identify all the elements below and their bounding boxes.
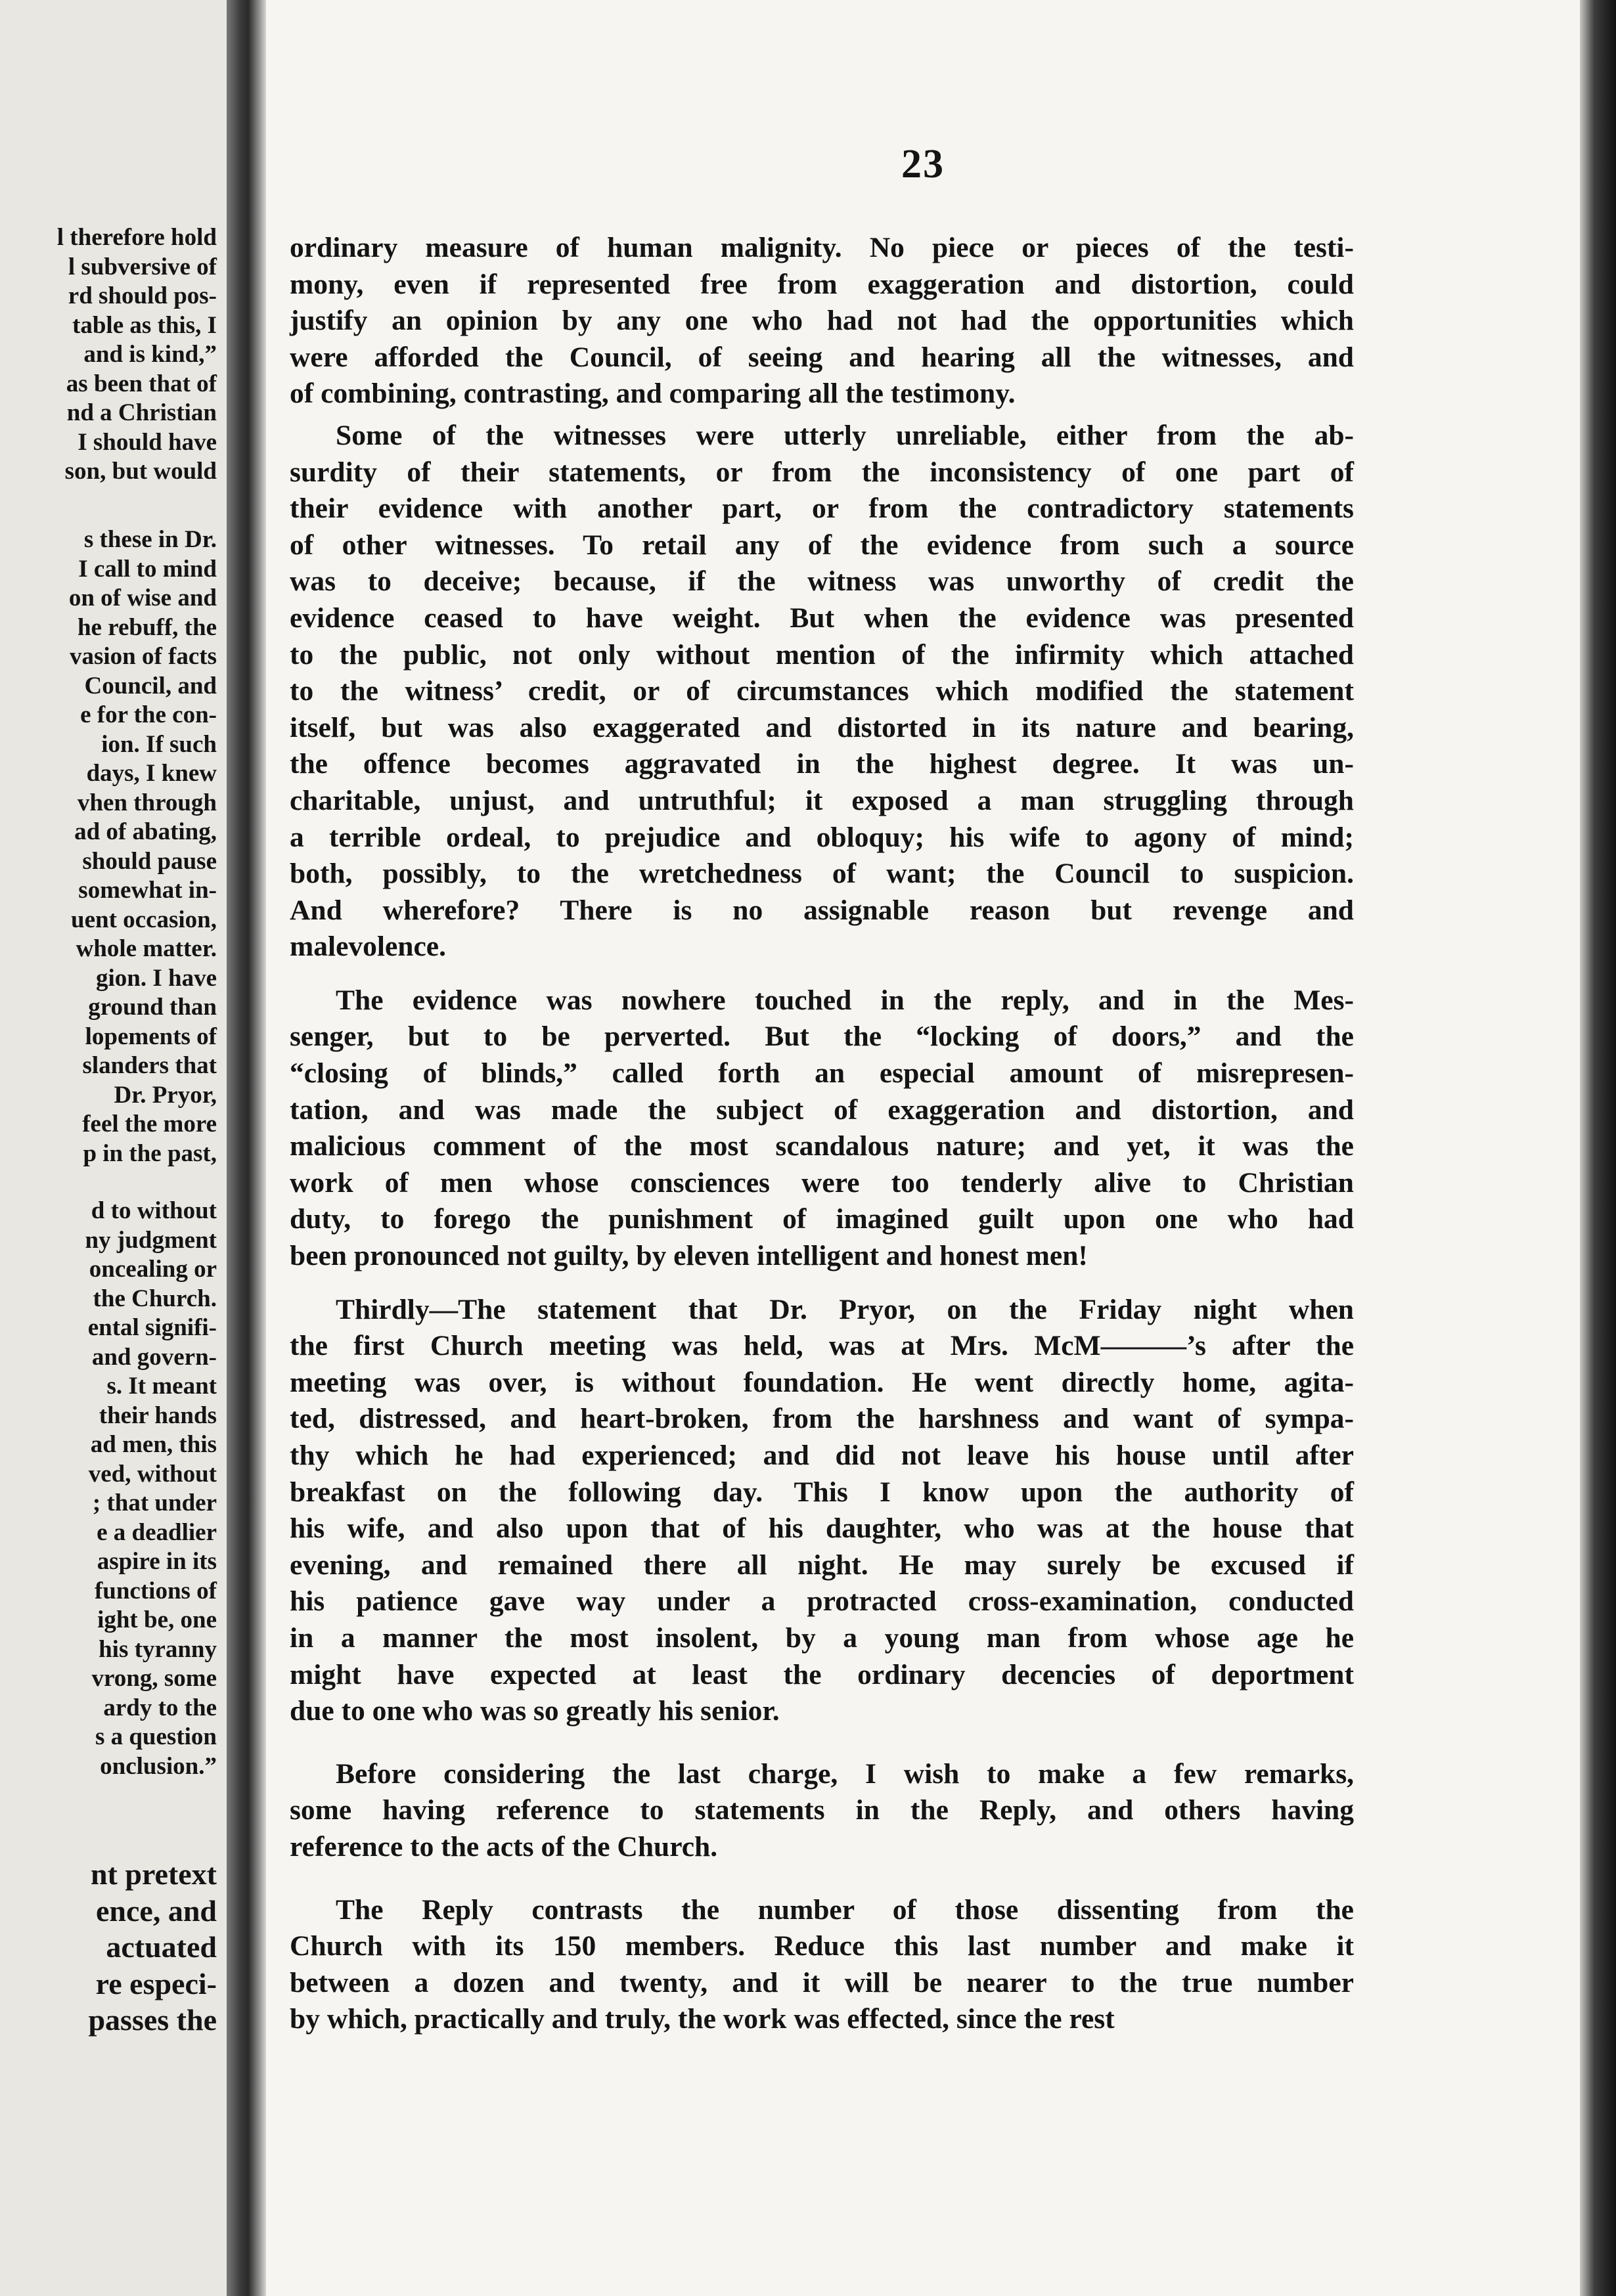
facing-page-line: l therefore hold: [56, 224, 217, 251]
facing-page-line: ardy to the: [103, 1694, 217, 1721]
text-line: ted, distressed, and heart-broken, from the harshness and want of sympa-: [290, 1403, 1354, 1435]
facing-page-line: feel the more: [82, 1111, 217, 1137]
text-line: reference to the acts of the Church.: [290, 1830, 718, 1863]
facing-page-line: e a deadlier: [97, 1518, 217, 1546]
facing-page-line: I call to mind: [78, 555, 217, 583]
paragraph-1: [290, 230, 1354, 412]
facing-page-line: should pause: [82, 847, 217, 875]
facing-page-line: vasion of facts: [69, 643, 217, 670]
text-line: his wife, and also upon that of his daughter, who was at the house that: [290, 1512, 1354, 1545]
facing-page-line: his tyranny: [99, 1635, 217, 1663]
text-line: Before considering the last charge, I wish to make a few remarks,: [336, 1757, 1354, 1790]
facing-page-line: son, but would: [64, 458, 217, 485]
facing-page-line: functions of: [94, 1577, 217, 1604]
text-line: due to one who was so greatly his senior.: [290, 1695, 780, 1727]
facing-page-line: p in the past,: [83, 1139, 217, 1167]
facing-page-block-1: [0, 223, 217, 487]
text-line: meeting was over, is without foundation. He went directly home, agita-: [290, 1366, 1354, 1398]
text-line: were afforded the Council, of seeing and hearing all the witnesses, and: [290, 341, 1354, 373]
paragraph-5: [290, 1756, 1354, 1866]
facing-page-line: passes the: [88, 2003, 217, 2037]
text-line: work of men whose consciences were too tenderly alive to Christian: [290, 1166, 1354, 1199]
text-line: by which, practically and truly, the work was effected, since the rest: [290, 2003, 1115, 2035]
paragraph-3: [290, 982, 1354, 1275]
text-line: his patience gave way under a protracted cross-examination, conducted: [290, 1585, 1354, 1618]
facing-page-line: s a question: [95, 1723, 217, 1750]
facing-page-line: s these in Dr.: [83, 526, 217, 553]
text-line: evidence ceased to have weight. But when the evidence was presented: [290, 602, 1354, 634]
facing-page-line: l subversive of: [68, 253, 217, 280]
facing-page-line: the Church.: [93, 1285, 217, 1312]
facing-page-line: ight be, one: [97, 1606, 217, 1633]
facing-page-line: somewhat in-: [78, 877, 217, 904]
facing-page-line: vhen through: [77, 789, 217, 816]
facing-page-line: e for the con-: [80, 701, 217, 728]
text-line: of combining, contrasting, and comparing all the testimony.: [290, 378, 1016, 410]
text-line: a terrible ordeal, to prejudice and obloquy; his wife to agony of mind;: [290, 821, 1354, 853]
text-line: was to deceive; because, if the witness was unworthy of credit the: [290, 565, 1354, 598]
text-line: between a dozen and twenty, and it will be nearer to the true number: [290, 1966, 1354, 1998]
facing-page-line: d to without: [91, 1197, 217, 1224]
facing-page-line: gion. I have: [95, 964, 217, 992]
text-line: The evidence was nowhere touched in the reply, and in the Mes-: [336, 984, 1354, 1016]
facing-page-line: ny judgment: [85, 1226, 217, 1254]
facing-page-line: on of wise and: [68, 585, 217, 611]
text-line: mony, even if represented free from exaggeration and distortion, could: [290, 268, 1354, 300]
document-page: [266, 0, 1580, 2296]
facing-page-line: Dr. Pryor,: [114, 1081, 217, 1109]
facing-page-line: and is kind,”: [83, 341, 217, 368]
facing-page-line: re especi-: [95, 1966, 217, 2000]
text-line: surdity of their statements, or from the inconsistency of one part of: [290, 456, 1354, 488]
facing-page-line: he rebuff, the: [77, 613, 217, 641]
text-line: malevolence.: [290, 931, 446, 963]
text-line: of other witnesses. To retail any of the evidence from such a source: [290, 529, 1354, 561]
text-line: Thirdly—The statement that Dr. Pryor, on the Friday night when: [336, 1293, 1354, 1325]
text-line: tation, and was made the subject of exaggeration and distortion, and: [290, 1093, 1354, 1126]
facing-page-line: actuated: [106, 1930, 217, 1964]
text-line: the offence becomes aggravated in the highest degree. It was un-: [290, 748, 1354, 780]
facing-page-line: aspire in its: [97, 1548, 217, 1575]
page-number: 23: [901, 142, 945, 187]
text-line: both, possibly, to the wretchedness of want; the Council to suspicion.: [290, 858, 1354, 890]
text-line: “closing of blinds,” called forth an especial amount of misrepresen-: [290, 1057, 1354, 1090]
paragraph-4: [290, 1292, 1354, 1730]
facing-page-line: whole matter.: [76, 935, 217, 962]
text-line: to the witness’ credit, or of circumstances which modified the statement: [290, 675, 1354, 707]
text-line: And wherefore? There is no assignable reason but revenge and: [290, 894, 1354, 926]
paragraph-2: [290, 418, 1354, 965]
facing-page-line: days, I knew: [86, 760, 217, 787]
text-line: senger, but to be perverted. But the “locking of doors,” and the: [290, 1021, 1354, 1053]
facing-page-block-3: [0, 1197, 217, 1781]
text-line: ordinary measure of human malignity. No piece or pieces of the testi-: [290, 232, 1354, 263]
text-line: duty, to forego the punishment of imagined guilt upon one who had: [290, 1203, 1354, 1235]
facing-page-line: nd a Christian: [66, 399, 217, 426]
facing-page-line: vrong, some: [91, 1665, 217, 1692]
text-line: malicious comment of the most scandalous nature; and yet, it was the: [290, 1130, 1354, 1162]
text-line: to the public, not only without mention of the infirmity which attached: [290, 638, 1354, 671]
facing-page-line: Council, and: [84, 672, 217, 699]
text-line: been pronounced not guilty, by eleven intelligent and honest men!: [290, 1240, 1088, 1272]
text-line: might have expected at least the ordinary decencies of deportment: [290, 1658, 1354, 1690]
facing-page-line: and govern-: [91, 1343, 217, 1371]
facing-page-block-2: [0, 525, 217, 1168]
facing-page-line: uent occasion,: [71, 906, 217, 933]
facing-page-line: their hands: [99, 1402, 217, 1429]
binding-gutter: [227, 0, 266, 2296]
facing-page-line: onclusion.”: [100, 1752, 217, 1780]
facing-page-line: ; that under: [92, 1490, 217, 1516]
facing-page-line: ence, and: [96, 1893, 217, 1928]
facing-page-line: ad men, this: [90, 1431, 217, 1458]
text-line: their evidence with another part, or from the contradictory statements: [290, 493, 1354, 525]
facing-page-line: nt pretext: [90, 1857, 217, 1891]
text-line: itself, but was also exaggerated and distorted in its nature and bearing,: [290, 711, 1354, 743]
page-edge: [1580, 0, 1616, 2296]
facing-page-line: ion. If such: [101, 730, 217, 758]
text-line: evening, and remained there all night. He may surely be excused if: [290, 1549, 1354, 1581]
text-line: in a manner the most insolent, by a young man from whose age he: [290, 1622, 1354, 1654]
text-line: charitable, unjust, and untruthful; it exposed a man struggling through: [290, 784, 1354, 816]
facing-page-line: table as this, I: [72, 311, 217, 339]
facing-page-line: ved, without: [88, 1460, 217, 1488]
text-line: breakfast on the following day. This I know upon the authority of: [290, 1476, 1354, 1508]
facing-page-line: as been that of: [66, 370, 217, 397]
facing-page-line: ad of abating,: [74, 818, 217, 845]
text-line: thy which he had experienced; and did not leave his house until after: [290, 1440, 1354, 1471]
text-line: The Reply contrasts the number of those dissenting from the: [336, 1893, 1354, 1926]
facing-page-line: I should have: [78, 428, 217, 456]
facing-page-line: ental signifi-: [87, 1314, 217, 1341]
paragraph-6: [290, 1892, 1354, 2038]
text-line: the first Church meeting was held, was at Mrs. McM———’s after the: [290, 1330, 1354, 1362]
facing-page-line: rd should pos-: [68, 282, 217, 309]
text-line: Church with its 150 members. Reduce this last number and make it: [290, 1930, 1354, 1962]
facing-page-line: slanders that: [82, 1052, 217, 1079]
text-line: Some of the witnesses were utterly unreliable, either from the ab-: [336, 419, 1354, 451]
facing-page-line: lopements of: [85, 1023, 217, 1050]
text-line: some having reference to statements in the Reply, and others having: [290, 1794, 1354, 1826]
text-line: justify an opinion by any one who had not had the opportunities which: [290, 305, 1354, 337]
body-text: [290, 230, 1354, 2038]
facing-page-line: oncealing or: [89, 1256, 217, 1283]
facing-page-line: s. It meant: [106, 1373, 217, 1400]
facing-page-fragment: [0, 0, 227, 2296]
facing-page-line: ground than: [88, 994, 217, 1021]
facing-page-block-4: [0, 1856, 217, 2039]
